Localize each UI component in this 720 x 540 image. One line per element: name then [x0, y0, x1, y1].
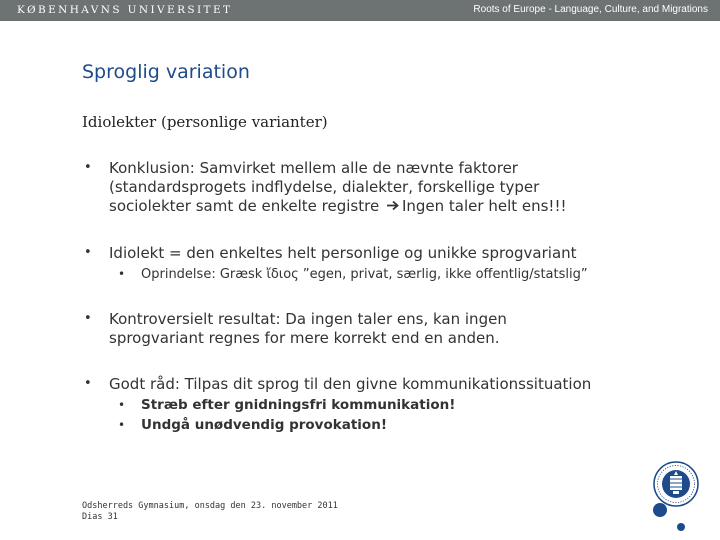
sub-bullet-marker: • [118, 267, 126, 281]
bullet-marker: • [84, 160, 92, 175]
decor-dot [653, 503, 667, 517]
bullet-line-part: sociolekter samt de enkelte registre [109, 197, 380, 215]
footer-event: Odsherreds Gymnasium, onsdag den 23. november 2011 [82, 501, 338, 511]
slide-subtitle: Idiolekter (personlige varianter) [82, 113, 328, 131]
course-title: Roots of Europe - Language, Culture, and Migrations [473, 4, 708, 15]
bullet-text [109, 310, 669, 348]
right-arrow-icon [386, 197, 400, 216]
bullet-marker: • [84, 376, 92, 391]
bullet-line [109, 197, 669, 216]
sub-bullet-marker: • [118, 398, 126, 412]
bullet-text [109, 159, 669, 216]
bullet-text: Godt råd: Tilpas dit sprog til den givne kommunikationssituation [109, 375, 592, 393]
sub-bullet-text: Undgå unødvendig provokation! [141, 417, 387, 433]
bullet-line-part: Ingen taler helt ens!!! [401, 197, 567, 215]
slide-title: Sproglig variation [82, 61, 250, 83]
bullet-line: Kontroversielt resultat: Da ingen taler ens, kan ingen [109, 310, 507, 328]
university-name: KØBENHAVNS UNIVERSITET [17, 4, 233, 16]
decor-dot [677, 523, 685, 531]
university-seal-icon [653, 461, 699, 507]
bullet-marker: • [84, 311, 92, 326]
bullet-line: sprogvariant regnes for mere korrekt end en anden. [109, 329, 500, 347]
sub-bullet-text: Stræb efter gnidningsfri kommunikation! [141, 397, 456, 413]
bullet-marker: • [84, 245, 92, 260]
bullet-line: Konklusion: Samvirket mellem alle de nævnte faktorer [109, 159, 518, 177]
sub-bullet-marker: • [118, 418, 126, 432]
bullet-line: (standardsprogets indflydelse, dialekter, forskellige typer [109, 178, 540, 196]
slide-number: Dias 31 [82, 512, 118, 522]
footer [82, 501, 338, 523]
bullet-text: Idiolekt = den enkeltes helt personlige og unikke sprogvariant [109, 244, 577, 262]
sub-bullet-text: Oprindelse: Græsk ἴδιος ”egen, privat, særlig, ikke offentlig/statslig” [141, 267, 588, 282]
header-bar [0, 0, 720, 21]
